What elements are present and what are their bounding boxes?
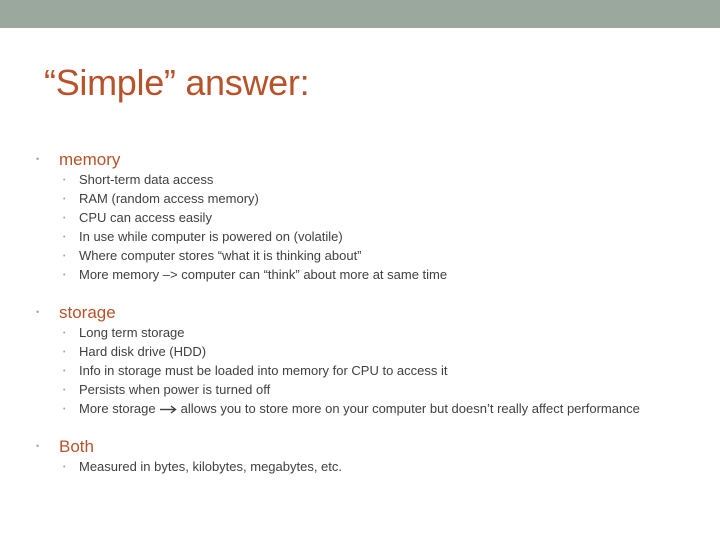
list-item [63, 364, 676, 383]
list-item-text: CPU can access easily [79, 210, 212, 225]
top-accent-bar [0, 0, 720, 28]
list-item-text: Info in storage must be loaded into memory for CPU to access it [79, 363, 448, 378]
list-item [63, 173, 676, 192]
list-item-text: Hard disk drive (HDD) [79, 344, 207, 359]
section-storage [36, 303, 676, 421]
section-memory [36, 150, 676, 287]
list-item [63, 211, 676, 230]
arrow-item-after: allows you to store more on your computer but doesn’t really affect performance [180, 401, 640, 416]
list-item-text: In use while computer is powered on (volatile) [79, 229, 343, 244]
list-item-text: Measured in bytes, kilobytes, megabytes, etc. [79, 459, 343, 474]
list-item-text: Long term storage [79, 325, 185, 340]
arrow-item-before: More storage [79, 401, 156, 416]
list-item [63, 383, 676, 402]
list-item-text: More memory –> computer can “think” about more at same time [79, 267, 448, 282]
list-item [63, 345, 676, 364]
bullet-icon: • [63, 215, 66, 222]
bullet-icon: • [36, 441, 40, 451]
right-arrow-icon [160, 405, 177, 414]
list-item [63, 192, 676, 211]
slide-body [36, 150, 676, 495]
list-item [63, 402, 676, 421]
both-list [36, 460, 676, 479]
section-heading-label: memory [59, 150, 121, 169]
list-item-text [79, 402, 676, 416]
bullet-icon: • [63, 330, 66, 337]
slide-title: “Simple” answer: [44, 62, 310, 103]
list-item-text: Short-term data access [79, 172, 214, 187]
list-item-text: RAM (random access memory) [79, 191, 259, 206]
list-item [63, 326, 676, 345]
bullet-icon: • [63, 196, 66, 203]
bullet-icon: • [63, 406, 66, 413]
bullet-icon: • [63, 234, 66, 241]
list-item [63, 249, 676, 268]
list-item [63, 460, 676, 479]
bullet-icon: • [63, 177, 66, 184]
bullet-icon: • [36, 307, 40, 317]
list-item [63, 268, 676, 287]
bullet-icon: • [63, 368, 66, 375]
section-heading-storage [36, 303, 676, 325]
storage-list [36, 326, 676, 421]
list-item-text: Persists when power is turned off [79, 382, 271, 397]
bullet-icon: • [36, 154, 40, 164]
bullet-icon: • [63, 387, 66, 394]
list-item-text: Where computer stores “what it is thinking about” [79, 248, 362, 263]
section-heading-memory [36, 150, 676, 172]
section-heading-label: Both [59, 437, 94, 456]
bullet-icon: • [63, 253, 66, 260]
bullet-icon: • [63, 272, 66, 279]
section-both [36, 437, 676, 479]
bullet-icon: • [63, 349, 66, 356]
memory-list [36, 173, 676, 287]
section-heading-both [36, 437, 676, 459]
bullet-icon: • [63, 464, 66, 471]
list-item [63, 230, 676, 249]
section-heading-label: storage [59, 303, 116, 322]
